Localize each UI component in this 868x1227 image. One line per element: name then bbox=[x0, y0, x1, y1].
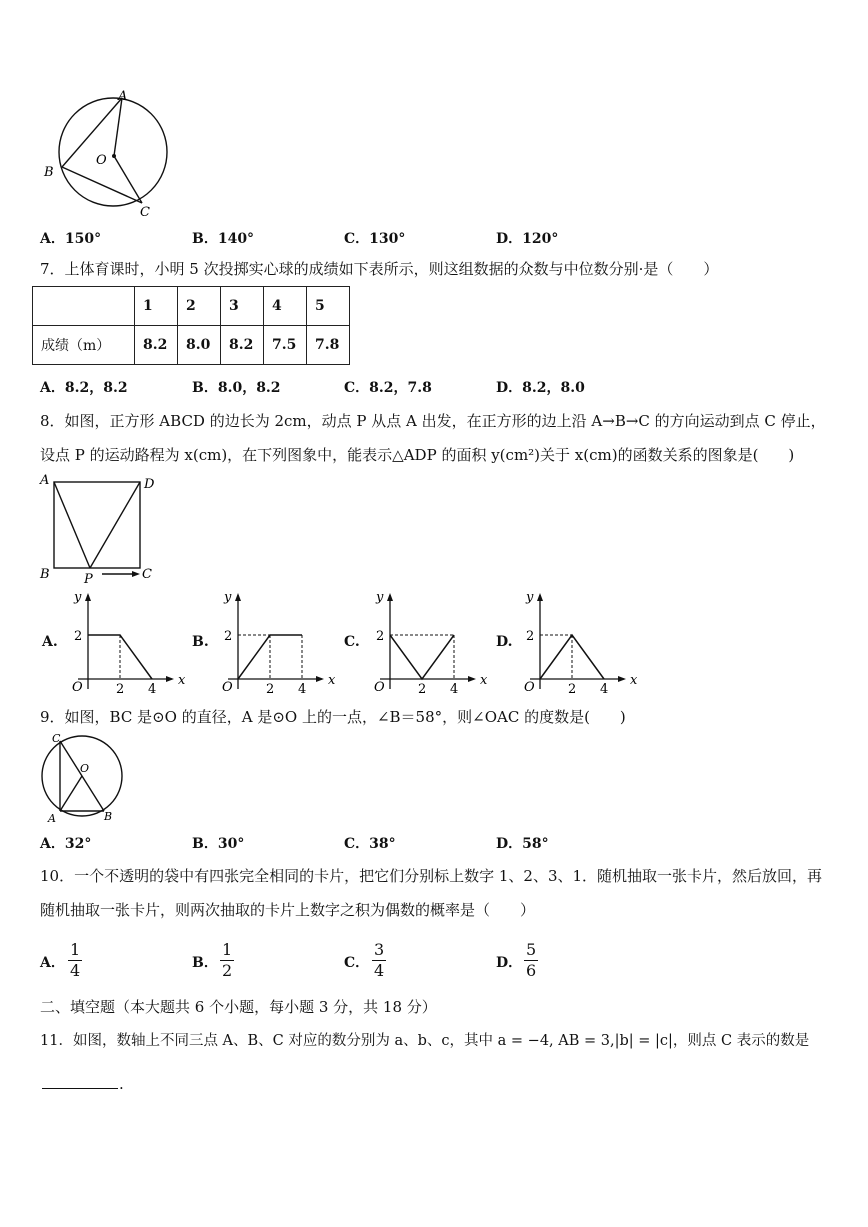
q6-label-b: B bbox=[44, 165, 54, 180]
q10-option-d-den: 6 bbox=[526, 961, 537, 980]
q7-header-4: 4 bbox=[264, 287, 307, 326]
q10-option-d-num: 5 bbox=[526, 940, 537, 959]
x-tick-4: 4 bbox=[148, 682, 157, 695]
q7-option-a: A．8.2，8.2 bbox=[40, 380, 128, 396]
section2-heading: 二、填空题（本大题共 6 个小题，每小题 3 分，共 18 分） bbox=[40, 998, 437, 1016]
q9-option-b: B．30° bbox=[192, 836, 245, 852]
function-line bbox=[390, 635, 454, 679]
x-axis-arrow bbox=[618, 676, 626, 682]
q10-option-c-num: 3 bbox=[374, 940, 385, 959]
y-axis-label: y bbox=[526, 590, 534, 605]
q6-option-c: C．130° bbox=[344, 231, 406, 247]
y-axis-label: y bbox=[376, 590, 384, 605]
q10-option-a-label: A． bbox=[40, 955, 65, 971]
q8-option-d: D. bbox=[496, 634, 513, 650]
x-tick-4: 4 bbox=[450, 682, 459, 695]
q10-option-b-label: B． bbox=[192, 955, 218, 971]
x-axis-arrow bbox=[468, 676, 476, 682]
q7-value-3: 8.2 bbox=[221, 326, 264, 365]
q7-stem: 7．上体育课时，小明 5 次投掷实心球的成绩如下表所示，则这组数据的众数与中位数分别·是（ ） bbox=[40, 260, 719, 278]
q10-option-a-den: 4 bbox=[70, 961, 81, 980]
q9-label-c: C bbox=[52, 732, 61, 745]
q7-value-5: 7.8 bbox=[307, 326, 350, 365]
y-tick-2: 2 bbox=[224, 629, 233, 644]
q10-option-b-den: 2 bbox=[222, 961, 233, 980]
x-axis-label: x bbox=[178, 673, 185, 688]
q8-option-c: C. bbox=[344, 634, 360, 650]
q7-header-5: 5 bbox=[307, 287, 350, 326]
q7-header-1: 1 bbox=[135, 287, 178, 326]
q8-label-c: C bbox=[142, 567, 152, 582]
q7-value-1: 8.2 bbox=[135, 326, 178, 365]
q6-circle-figure bbox=[38, 86, 173, 221]
q7-option-d: D．8.2，8.0 bbox=[496, 380, 585, 396]
q10-stem-line2: 随机抽取一张卡片，则两次抽取的卡片上数字之积为偶数的概率是（ ） bbox=[40, 901, 536, 919]
q6-option-d: D．120° bbox=[496, 231, 559, 247]
table-row bbox=[33, 287, 350, 326]
y-axis-label: y bbox=[224, 590, 232, 605]
y-axis-arrow bbox=[85, 593, 91, 601]
q8-stem-line2: 设点 P 的运动路程为 x(cm)，在下列图象中，能表示△ADP 的面积 y(cm²)关于 x(cm)的函数关系的图象是( ) bbox=[40, 446, 795, 464]
q7-score-table bbox=[32, 286, 350, 365]
q6-option-b: B．140° bbox=[192, 231, 255, 247]
q7-header-empty bbox=[33, 287, 135, 326]
q10-option-b-num: 1 bbox=[222, 940, 233, 959]
x-tick-4: 4 bbox=[298, 682, 307, 695]
q8-label-b: B bbox=[40, 567, 50, 582]
q8-graph-c bbox=[362, 585, 487, 695]
x-axis-label: x bbox=[630, 673, 637, 688]
q11-answer-blank[interactable] bbox=[42, 1087, 118, 1089]
x-axis-label: x bbox=[480, 673, 487, 688]
x-axis-arrow bbox=[316, 676, 324, 682]
q7-option-c: C．8.2，7.8 bbox=[344, 380, 432, 396]
y-tick-2: 2 bbox=[526, 629, 535, 644]
q7-header-3: 3 bbox=[221, 287, 264, 326]
q7-header-2: 2 bbox=[178, 287, 221, 326]
q9-option-c: C．38° bbox=[344, 836, 396, 852]
x-tick-4: 4 bbox=[600, 682, 609, 695]
q10-option-a-num: 1 bbox=[70, 940, 81, 959]
q7-option-b: B．8.0，8.2 bbox=[192, 380, 281, 396]
q9-label-b: B bbox=[104, 810, 113, 823]
q10-option-a-fraction bbox=[68, 940, 82, 981]
y-axis-label: y bbox=[74, 590, 82, 605]
q8-square-figure bbox=[36, 470, 166, 585]
origin-label: O bbox=[524, 680, 535, 695]
x-tick-2: 2 bbox=[266, 682, 275, 695]
y-axis-arrow bbox=[387, 593, 393, 601]
q9-option-d: D．58° bbox=[496, 836, 549, 852]
origin-label: O bbox=[374, 680, 385, 695]
q9-stem: 9．如图，BC 是⊙O 的直径，A 是⊙O 上的一点，∠B＝58°，则∠OAC 的度数是( ) bbox=[40, 708, 626, 726]
y-tick-2: 2 bbox=[74, 629, 83, 644]
x-tick-2: 2 bbox=[116, 682, 125, 695]
q6-label-o: O bbox=[96, 153, 107, 168]
y-axis-arrow bbox=[235, 593, 241, 601]
q8-label-p: P bbox=[84, 572, 93, 585]
q9-option-a: A．32° bbox=[40, 836, 92, 852]
origin-label: O bbox=[222, 680, 233, 695]
q10-option-b-fraction bbox=[220, 940, 234, 981]
q7-value-4: 7.5 bbox=[264, 326, 307, 365]
q8-graph-d bbox=[512, 585, 637, 695]
q8-label-d: D bbox=[144, 477, 155, 492]
q9-circle-figure bbox=[36, 732, 131, 824]
y-tick-2: 2 bbox=[376, 629, 385, 644]
q10-stem-line1: 10．一个不透明的袋中有四张完全相同的卡片，把它们分别标上数字 1、2、3、1．随机抽取一张卡片，然后放回，再 bbox=[40, 867, 823, 885]
q8-stem-line1: 8．如图，正方形 ABCD 的边长为 2cm，动点 P 从点 A 出发，在正方形的边上沿 A→B→C 的方向运动到点 C 停止， bbox=[40, 412, 826, 430]
table-row bbox=[33, 326, 350, 365]
q10-option-c-den: 4 bbox=[374, 961, 385, 980]
q7-value-2: 8.0 bbox=[178, 326, 221, 365]
q10-option-d-label: D． bbox=[496, 955, 523, 971]
q6-option-a: A．150° bbox=[40, 231, 102, 247]
origin-label: O bbox=[72, 680, 83, 695]
q8-graph-a bbox=[60, 585, 185, 695]
x-tick-2: 2 bbox=[568, 682, 577, 695]
q8-option-b: B. bbox=[192, 634, 209, 650]
q10-option-d-fraction bbox=[524, 940, 538, 981]
q7-row-label: 成绩（m） bbox=[33, 326, 135, 365]
q11-stem: 11．如图，数轴上不同三点 A、B、C 对应的数分别为 a、b、c，其中 a = −4, AB = 3,|b| = |c|，则点 C 表示的数是 bbox=[40, 1033, 810, 1049]
q8-option-a: A. bbox=[42, 634, 58, 650]
q9-label-a: A bbox=[48, 812, 56, 824]
q11-end-period: . bbox=[119, 1075, 124, 1093]
q10-option-c-label: C． bbox=[344, 955, 370, 971]
q6-label-a: A bbox=[118, 89, 128, 104]
q8-label-a: A bbox=[40, 473, 50, 488]
x-axis-label: x bbox=[328, 673, 335, 688]
q10-option-c-fraction bbox=[372, 940, 386, 981]
q8-graph-b bbox=[210, 585, 335, 695]
y-axis-arrow bbox=[537, 593, 543, 601]
x-axis-arrow bbox=[166, 676, 174, 682]
x-tick-2: 2 bbox=[418, 682, 427, 695]
q9-label-o: O bbox=[80, 762, 90, 775]
q6-label-c: C bbox=[140, 205, 150, 220]
